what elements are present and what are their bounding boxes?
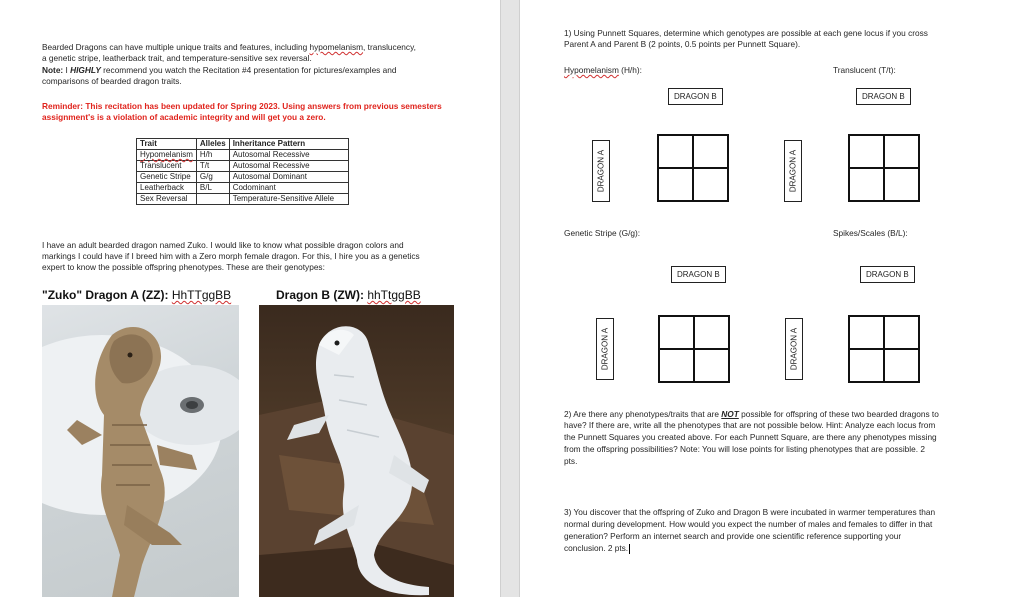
- q3-line2: normal during development. How would you expect the number of males and females to differ in that: [564, 519, 933, 529]
- dragon-a-text: DRAGON A: [788, 149, 798, 193]
- punnett-4-dragon-a-label: [785, 318, 803, 380]
- bearded-dragon-zuko-photo: [42, 305, 239, 597]
- dragon-a-text: DRAGON A: [596, 149, 606, 193]
- q3-line3: generation? Perform an internet search and provide one scientific reference supporting your: [564, 531, 902, 541]
- trait-table: [136, 138, 349, 205]
- punnett-3-title: Genetic Stripe (G/g):: [564, 228, 641, 238]
- table-cell: Translucent: [137, 161, 197, 172]
- q2-part: 2) Are there any phenotypes/traits that are: [564, 409, 722, 419]
- table-cell: Autosomal Dominant: [229, 172, 348, 183]
- white-zero-morph-dragon-photo: [259, 305, 454, 597]
- punnett-1-title-rest: (H/h):: [618, 65, 642, 75]
- q3-line4-text: conclusion. 2 pts.: [564, 543, 629, 553]
- q2-not: NOT: [721, 409, 739, 419]
- page-gutter: [500, 0, 520, 597]
- q2-line5: pts.: [564, 456, 578, 466]
- table-header: Inheritance Pattern: [229, 139, 348, 150]
- punnett-1-dragon-a-label: [592, 140, 610, 202]
- punnett-1-dragon-b-label: DRAGON B: [668, 88, 723, 105]
- table-row: [137, 183, 349, 194]
- text-cursor: [629, 544, 630, 554]
- q1-line2: Parent A and Parent B (2 points, 0.5 points per Punnett Square).: [564, 39, 801, 49]
- intro-hypomelanism: hypomelanism: [309, 42, 364, 52]
- dragon-b-label: Dragon B (ZW):: [276, 288, 364, 302]
- table-row: [137, 150, 349, 161]
- dragon-a-heading: [42, 288, 231, 302]
- punnett-4-dragon-b-label: DRAGON B: [860, 266, 915, 283]
- document-page-right: [520, 0, 1024, 597]
- punnett-square-2[interactable]: [848, 134, 920, 202]
- table-cell: Temperature-Sensitive Allele: [229, 194, 348, 205]
- table-cell: Codominant: [229, 183, 348, 194]
- punnett-square-1[interactable]: [657, 134, 729, 202]
- punnett-2-dragon-a-label: [784, 140, 802, 202]
- punnett-3-dragon-b-label: DRAGON B: [671, 266, 726, 283]
- dragon-a-genotype: HhTTggBB: [171, 288, 232, 302]
- dragon-a-text: DRAGON A: [789, 327, 799, 371]
- punnett-2-title: Translucent (T/t):: [833, 65, 896, 75]
- punnett-4-title: Spikes/Scales (B/L):: [833, 228, 908, 238]
- note-text: [42, 65, 396, 76]
- note-highly: HIGHLY: [70, 65, 101, 75]
- table-header-row: [137, 139, 349, 150]
- table-cell: [196, 194, 229, 205]
- table-cell: Hypomelanism: [137, 150, 197, 161]
- q2-line2: have? If there are, write all the phenotypes that are not possible below. Hint: Analyze each locus from: [564, 420, 936, 430]
- table-cell: Genetic Stripe: [137, 172, 197, 183]
- table-cell: B/L: [196, 183, 229, 194]
- table-cell: H/h: [196, 150, 229, 161]
- intro-part: Bearded Dragons can have multiple unique traits and features, including: [42, 42, 308, 52]
- note-part: recommend you watch the Recitation #4 presentation for pictures/examples and: [100, 65, 397, 75]
- q1-line1: 1) Using Punnett Squares, determine which genotypes are possible at each gene locus if you cross: [564, 28, 928, 38]
- table-row: [137, 194, 349, 205]
- q3-line4[interactable]: [564, 543, 630, 554]
- note-line2: comparisons of bearded dragon traits.: [42, 76, 182, 86]
- q2-line3: the Punnett Squares you created above. For each Punnett Square, are there any phenotypes missing: [564, 432, 937, 442]
- table-cell: G/g: [196, 172, 229, 183]
- table-row: [137, 161, 349, 172]
- table-header: Trait: [137, 139, 197, 150]
- story-line1: I have an adult bearded dragon named Zuko. I would like to know what possible dragon colors and: [42, 240, 404, 250]
- note-part: I: [63, 65, 71, 75]
- intro-text: [42, 42, 416, 53]
- table-cell: Leatherback: [137, 183, 197, 194]
- q2-line4: from the offspring possibilities? Note: You will lose points for listing phenotypes that are possible. 2: [564, 444, 925, 454]
- dragon-b-heading: [276, 288, 421, 302]
- story-line2: markings I could have if I breed him with a Zero morph female dragon. For this, I hire you as a genetics: [42, 251, 420, 261]
- table-row: [137, 172, 349, 183]
- table-cell: T/t: [196, 161, 229, 172]
- dragon-a-text: DRAGON A: [600, 327, 610, 371]
- q2-line1: [564, 409, 939, 420]
- dragon-b-genotype: hhTtggBB: [367, 288, 421, 302]
- punnett-square-4[interactable]: [848, 315, 920, 383]
- punnett-square-3[interactable]: [658, 315, 730, 383]
- table-cell: Sex Reversal: [137, 194, 197, 205]
- table-cell: Autosomal Recessive: [229, 161, 348, 172]
- story-line3: expert to know the possible offspring phenotypes. These are their genotypes:: [42, 262, 325, 272]
- reminder-line1: Reminder: This recitation has been updated for Spring 2023. Using answers from previous semesters: [42, 101, 442, 111]
- dragon-a-label: "Zuko" Dragon A (ZZ):: [42, 288, 169, 302]
- punnett-1-title: [564, 65, 642, 76]
- punnett-1-title-word: Hypomelanism: [564, 65, 619, 75]
- punnett-3-dragon-a-label: [596, 318, 614, 380]
- punnett-2-dragon-b-label: DRAGON B: [856, 88, 911, 105]
- table-cell: Autosomal Recessive: [229, 150, 348, 161]
- intro-line2: a genetic stripe, leatherback trait, and temperature-sensitive sex reversal.: [42, 53, 312, 63]
- table-header: Alleles: [196, 139, 229, 150]
- reminder-line2: assignment's is a violation of academic integrity and will get you a zero.: [42, 112, 326, 122]
- document-page-left: [0, 0, 500, 597]
- intro-part: , translucency,: [363, 42, 416, 52]
- note-label: Note:: [42, 65, 64, 75]
- q3-line1: 3) You discover that the offspring of Zuko and Dragon B were incubated in warmer temperatures than: [564, 507, 936, 517]
- q2-part: possible for offspring of these two bearded dragons to: [738, 409, 939, 419]
